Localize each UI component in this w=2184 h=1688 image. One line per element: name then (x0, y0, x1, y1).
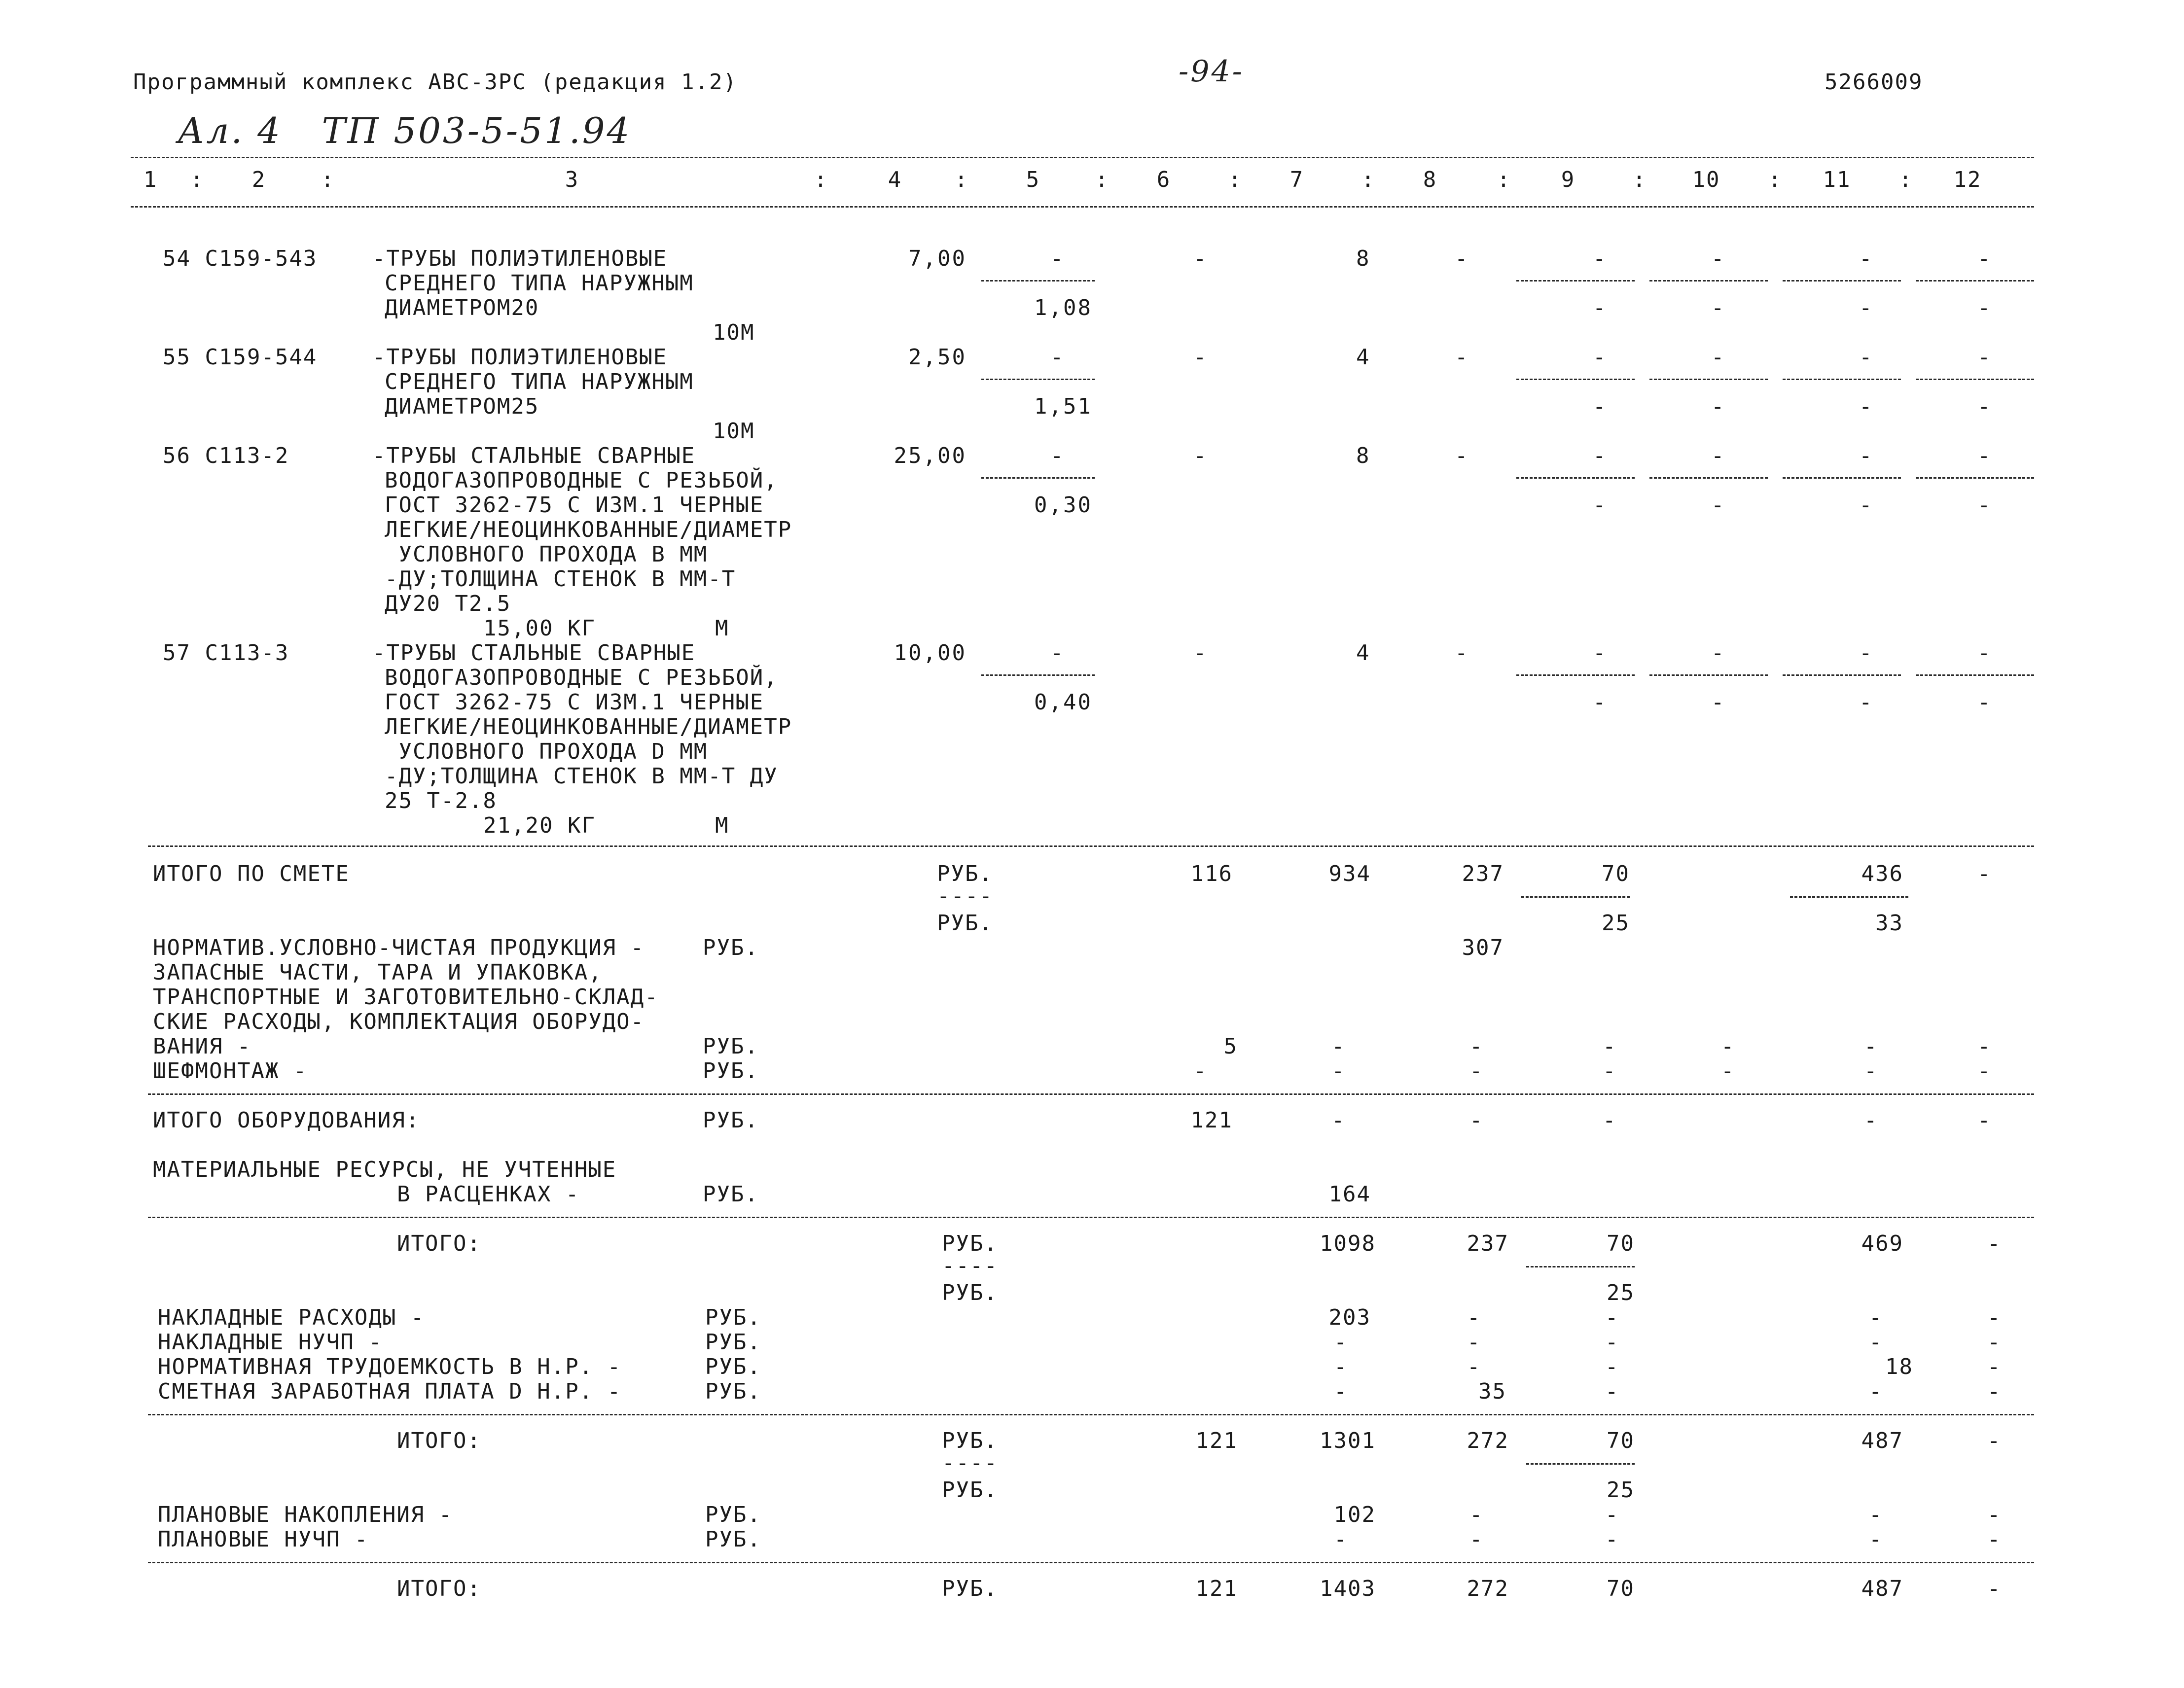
row-description-line: СРЕДНЕГО ТИПА НАРУЖНЫМ (385, 369, 694, 394)
value-c12a: - (1977, 640, 1992, 666)
overhead-line-col11: - (1869, 1379, 1883, 1404)
col9-12-divider (1783, 280, 1901, 281)
row-description-line: -ТРУБЫ СТАЛЬНЫЕ СВАРНЫЕ (372, 640, 696, 666)
subtotal-1-currency-dash: ---- (942, 1253, 998, 1278)
overhead-line-label: НОРМАТИВНАЯ ТРУДОЕМКОСТЬ В Н.Р. - (158, 1354, 622, 1379)
value-col5-top: - (1050, 246, 1065, 271)
value-c11a: - (1859, 443, 1873, 468)
norm-col8: 307 (1462, 935, 1504, 960)
row-description-line: -ТРУБЫ ПОЛИЭТИЛЕНОВЫЕ (372, 345, 668, 370)
row-description-line: ДИАМЕТРОМ25 (385, 394, 539, 419)
overhead-line-col12: - (1987, 1354, 2002, 1379)
column-separator: : (1898, 167, 1913, 192)
column-number-3: 3 (565, 167, 579, 192)
grand-total-col12: - (1987, 1576, 2002, 1601)
subtotal-1-col9: 70 (1607, 1231, 1635, 1256)
col9-12-divider (1516, 674, 1635, 676)
planned-line-col8: - (1469, 1502, 1484, 1527)
grand-total-col7: 1403 (1320, 1576, 1376, 1601)
overhead-line-col11: - (1869, 1305, 1883, 1330)
value-col5-bottom: 1,51 (1034, 394, 1092, 419)
value-c10b: - (1711, 690, 1725, 715)
subtotal-2-currency-dash: ---- (942, 1450, 998, 1476)
value-col7: 4 (1356, 640, 1370, 666)
program-title: Программный комплекс АВС-3РС (редакция 1.2) (133, 70, 738, 95)
supervision-c12: - (1977, 1058, 1992, 1084)
supervision-c8: - (1469, 1058, 1484, 1084)
rule-before-grand-total (148, 1562, 2034, 1563)
subtotal-2-col6: 121 (1195, 1428, 1238, 1453)
value-col8: - (1455, 345, 1469, 370)
value-col5-bottom: 1,08 (1034, 295, 1092, 320)
spare-parts-c9: - (1603, 1034, 1617, 1059)
spare-parts-c7: - (1331, 1034, 1346, 1059)
subtotal-1-currency: РУБ. (942, 1231, 998, 1256)
spare-parts-c12: - (1977, 1034, 1992, 1059)
equipment-total-col6: 121 (1190, 1108, 1233, 1133)
grand-total-col6: 121 (1195, 1576, 1238, 1601)
value-c12b: - (1977, 295, 1992, 320)
value-col5-bottom: 0,30 (1034, 492, 1092, 518)
subtotal-2-label: ИТОГО: (397, 1428, 481, 1453)
rule-before-equipment-total (148, 1093, 2034, 1095)
col5-divider (981, 280, 1095, 281)
row-code: 56 С113-2 (163, 443, 289, 468)
planned-line-col7: - (1334, 1527, 1348, 1552)
grand-total-label: ИТОГО: (397, 1576, 481, 1601)
row-description-line: -ТРУБЫ СТАЛЬНЫЕ СВАРНЫЕ (372, 443, 696, 468)
value-col8: - (1455, 443, 1469, 468)
spare-parts-c11: - (1864, 1034, 1878, 1059)
grand-total-col11: 487 (1861, 1576, 1903, 1601)
row-description-line: ГОСТ 3262-75 С ИЗМ.1 ЧЕРНЫЕ (385, 492, 764, 518)
row-code: 55 С159-544 (163, 345, 318, 370)
planned-line-currency: РУБ. (705, 1502, 761, 1527)
subtotal-1-col8: 237 (1467, 1231, 1509, 1256)
norm-currency: РУБ. (703, 935, 759, 960)
overhead-line-col7: - (1334, 1354, 1348, 1379)
grand-total-currency: РУБ. (942, 1576, 998, 1601)
equipment-total-currency: РУБ. (703, 1108, 759, 1133)
value-c11a: - (1859, 246, 1873, 271)
value-col4: 10,00 (894, 640, 967, 666)
column-number-7: 7 (1289, 167, 1304, 192)
value-c9a: - (1593, 345, 1607, 370)
value-c12a: - (1977, 345, 1992, 370)
supervision-currency: РУБ. (703, 1058, 759, 1084)
value-c11b: - (1859, 492, 1873, 518)
column-number-12: 12 (1953, 167, 1982, 192)
col5-divider (981, 477, 1095, 479)
subtotal-2-currency-2: РУБ. (942, 1477, 998, 1503)
value-col6: - (1193, 640, 1208, 666)
spare-parts-c8: - (1469, 1034, 1484, 1059)
planned-line-col12: - (1987, 1502, 2002, 1527)
supervision-c9: - (1603, 1058, 1617, 1084)
overhead-line-col8: - (1467, 1305, 1481, 1330)
overhead-line-currency: РУБ. (705, 1305, 761, 1330)
supervision-c6: - (1193, 1058, 1208, 1084)
column-number-8: 8 (1423, 167, 1437, 192)
value-col7: 8 (1356, 443, 1370, 468)
value-c11a: - (1859, 345, 1873, 370)
overhead-line-col11: - (1869, 1330, 1883, 1355)
column-number-4: 4 (888, 167, 902, 192)
column-number-11: 11 (1823, 167, 1851, 192)
subtotal-2-col11: 487 (1861, 1428, 1903, 1453)
value-c12a: - (1977, 443, 1992, 468)
row-unit: 10М (713, 419, 755, 444)
row-code: 57 С113-3 (163, 640, 289, 666)
value-c9b: - (1593, 295, 1607, 320)
spare-parts-col6: 5 (1223, 1034, 1238, 1059)
overhead-line-col9: - (1605, 1330, 1619, 1355)
document-code: 5266009 (1825, 70, 1923, 95)
overhead-line-label: СМЕТНАЯ ЗАРАБОТНАЯ ПЛАТА D Н.Р. - (158, 1379, 622, 1404)
value-c9b: - (1593, 690, 1607, 715)
subtotal-2-col8: 272 (1467, 1428, 1509, 1453)
row-description-line: -ТРУБЫ ПОЛИЭТИЛЕНОВЫЕ (372, 246, 668, 271)
column-number-5: 5 (1026, 167, 1040, 192)
column-separator: : (1497, 167, 1511, 192)
value-c11b: - (1859, 394, 1873, 419)
value-col5-top: - (1050, 443, 1065, 468)
overhead-line-col8: - (1467, 1354, 1481, 1379)
grand-total-col8: 272 (1467, 1576, 1509, 1601)
row-description-line: -ДУ;ТОЛЩИНА СТЕНОК В ММ-Т (385, 566, 736, 592)
col5-divider (981, 379, 1095, 380)
subtotal-2-col7: 1301 (1320, 1428, 1376, 1453)
planned-line-col8: - (1469, 1527, 1484, 1552)
column-number-10: 10 (1692, 167, 1720, 192)
subtotal-2-col9b: 25 (1607, 1477, 1635, 1503)
col9-12-divider (1516, 379, 1635, 380)
value-col5-bottom: 0,40 (1034, 690, 1092, 715)
subtotal-1-col12: - (1987, 1231, 2002, 1256)
overhead-line-col7: - (1334, 1379, 1348, 1404)
value-c10a: - (1711, 345, 1725, 370)
value-col8: - (1455, 640, 1469, 666)
overhead-line-col9: - (1605, 1305, 1619, 1330)
materials-label-2: В РАСЦЕНКАХ - (397, 1182, 580, 1207)
column-number-6: 6 (1156, 167, 1171, 192)
album-reference: Ал. 4 ТП 503-5-51.94 (178, 110, 632, 151)
album-underline (131, 157, 2034, 158)
subtotal-2-currency: РУБ. (942, 1428, 998, 1453)
total-estimate-col9: 70 (1602, 861, 1630, 886)
row-description-line: 25 Т-2.8 (385, 788, 497, 813)
row-unit: 10М (713, 320, 755, 345)
overhead-line-currency: РУБ. (705, 1330, 761, 1355)
value-col5-top: - (1050, 345, 1065, 370)
equipment-total-label: ИТОГО ОБОРУДОВАНИЯ: (153, 1108, 420, 1133)
overhead-line-col12: - (1987, 1330, 2002, 1355)
col9-12-divider (1916, 379, 2034, 380)
value-c12b: - (1977, 690, 1992, 715)
overhead-line-col8: 35 (1478, 1379, 1506, 1404)
column-separator: : (1228, 167, 1243, 192)
total-estimate-col7: 934 (1328, 861, 1371, 886)
value-col7: 4 (1356, 345, 1370, 370)
value-col8: - (1455, 246, 1469, 271)
value-c12b: - (1977, 394, 1992, 419)
subtotal-1-currency-2: РУБ. (942, 1280, 998, 1305)
row-weight: 21,20 КГ (483, 813, 596, 838)
col9-12-divider (1916, 280, 2034, 281)
row-description-line: ВОДОГАЗОПРОВОДНЫЕ С РЕЗЬБОЙ, (385, 665, 778, 690)
value-c9a: - (1593, 443, 1607, 468)
subtotal-1-col7: 1098 (1320, 1231, 1376, 1256)
column-separator: : (1361, 167, 1376, 192)
total-estimate-currency: РУБ. (937, 861, 993, 886)
row-unit: М (715, 813, 729, 838)
total-estimate-label: ИТОГО ПО СМЕТЕ (153, 861, 350, 886)
value-c10b: - (1711, 295, 1725, 320)
materials-col7: 164 (1328, 1182, 1371, 1207)
row-description-line: ВОДОГАЗОПРОВОДНЫЕ С РЕЗЬБОЙ, (385, 468, 778, 493)
supervision-c11: - (1864, 1058, 1878, 1084)
overhead-line-label: НАКЛАДНЫЕ РАСХОДЫ - (158, 1305, 425, 1330)
planned-line-col12: - (1987, 1527, 2002, 1552)
overhead-line-col9: - (1605, 1379, 1619, 1404)
total-estimate-currency-dash: ---- (937, 883, 993, 909)
col9-12-divider (1516, 477, 1635, 479)
spare-parts-c10: - (1721, 1034, 1735, 1059)
grand-total-col9: 70 (1607, 1576, 1635, 1601)
total-estimate-col9b: 25 (1602, 911, 1630, 936)
column-separator: : (1095, 167, 1110, 192)
value-c10b: - (1711, 492, 1725, 518)
spare-parts-currency: РУБ. (703, 1034, 759, 1059)
spare-parts-line: ТРАНСПОРТНЫЕ И ЗАГОТОВИТЕЛЬНО-СКЛАД- (153, 985, 659, 1010)
equipment-total-c8: - (1469, 1108, 1484, 1133)
column-separator: : (814, 167, 828, 192)
equipment-total-c12: - (1977, 1108, 1992, 1133)
subtotal-2-col12: - (1987, 1428, 2002, 1453)
rule-before-subtotal-2 (148, 1414, 2034, 1415)
total-estimate-col12: - (1977, 861, 1992, 886)
value-col4: 2,50 (908, 345, 967, 370)
overhead-line-col12: - (1987, 1379, 2002, 1404)
spare-parts-line: СКИЕ РАСХОДЫ, КОМПЛЕКТАЦИЯ ОБОРУДО- (153, 1009, 645, 1034)
subtotal-1-col9-divider (1526, 1266, 1635, 1267)
rule-before-totals (148, 845, 2034, 847)
supervision-c10: - (1721, 1058, 1735, 1084)
value-col4: 25,00 (894, 443, 967, 468)
total-estimate-col11b: 33 (1875, 911, 1903, 936)
value-c9a: - (1593, 246, 1607, 271)
overhead-line-col7: 203 (1328, 1305, 1371, 1330)
materials-label-1: МАТЕРИАЛЬНЫЕ РЕСУРСЫ, НЕ УЧТЕННЫЕ (153, 1157, 617, 1182)
col9-12-divider (1916, 477, 2034, 479)
subtotal-1-label: ИТОГО: (397, 1231, 481, 1256)
value-col6: - (1193, 246, 1208, 271)
row-description-line: ЛЕГКИЕ/НЕОЦИНКОВАННЫЕ/ДИАМЕТР (385, 714, 792, 739)
rule-before-subtotal-1 (148, 1217, 2034, 1218)
equipment-total-c7: - (1331, 1108, 1346, 1133)
value-c9a: - (1593, 640, 1607, 666)
header-rule (131, 206, 2034, 208)
value-c11b: - (1859, 295, 1873, 320)
planned-line-currency: РУБ. (705, 1527, 761, 1552)
col9-12-divider (1783, 379, 1901, 380)
value-col4: 7,00 (908, 246, 967, 271)
subtotal-2-col9-divider (1526, 1463, 1635, 1465)
value-col6: - (1193, 345, 1208, 370)
planned-line-col11: - (1869, 1502, 1883, 1527)
planned-line-label: ПЛАНОВЫЕ НАКОПЛЕНИЯ - (158, 1502, 453, 1527)
value-c9b: - (1593, 394, 1607, 419)
row-description-line: УСЛОВНОГО ПРОХОДА В ММ (385, 542, 708, 567)
overhead-line-col8: - (1467, 1330, 1481, 1355)
column-separator: : (1768, 167, 1783, 192)
overhead-line-col9: - (1605, 1354, 1619, 1379)
col9-12-divider (1649, 477, 1768, 479)
subtotal-2-col9: 70 (1607, 1428, 1635, 1453)
row-code: 54 С159-543 (163, 246, 318, 271)
value-c12b: - (1977, 492, 1992, 518)
supervision-c7: - (1331, 1058, 1346, 1084)
value-col6: - (1193, 443, 1208, 468)
value-c9b: - (1593, 492, 1607, 518)
row-description-line: ГОСТ 3262-75 С ИЗМ.1 ЧЕРНЫЕ (385, 690, 764, 715)
col9-12-divider (1516, 280, 1635, 281)
total-estimate-currency-2: РУБ. (937, 911, 993, 936)
planned-line-label: ПЛАНОВЫЕ НУЧП - (158, 1527, 369, 1552)
norm-label: НОРМАТИВ.УСЛОВНО-ЧИСТАЯ ПРОДУКЦИЯ - (153, 935, 645, 960)
overhead-line-col11: 18 (1885, 1354, 1913, 1379)
column-number-9: 9 (1561, 167, 1575, 192)
equipment-total-c9: - (1603, 1108, 1617, 1133)
row-description-line: УСЛОВНОГО ПРОХОДА D ММ (385, 739, 708, 764)
col9-12-divider (1649, 674, 1768, 676)
planned-line-col9: - (1605, 1527, 1619, 1552)
value-c10a: - (1711, 640, 1725, 666)
col9-divider (1521, 896, 1630, 898)
planned-line-col11: - (1869, 1527, 1883, 1552)
page-number: -94- (1179, 54, 1244, 89)
total-estimate-col8: 237 (1462, 861, 1504, 886)
value-c11a: - (1859, 640, 1873, 666)
row-description-line: ДУ20 Т2.5 (385, 591, 511, 616)
spare-parts-line: ЗАПАСНЫЕ ЧАСТИ, ТАРА И УПАКОВКА, (153, 960, 603, 985)
planned-line-col7: 102 (1333, 1502, 1376, 1527)
spare-parts-line: ВАНИЯ - (153, 1034, 251, 1059)
overhead-line-col7: - (1334, 1330, 1348, 1355)
overhead-line-currency: РУБ. (705, 1379, 761, 1404)
col9-12-divider (1783, 674, 1901, 676)
column-number-1: 1 (143, 167, 158, 192)
col9-12-divider (1649, 379, 1768, 380)
row-description-line: ДИАМЕТРОМ20 (385, 295, 539, 320)
value-c11b: - (1859, 690, 1873, 715)
row-unit: М (715, 616, 729, 641)
row-weight: 15,00 КГ (483, 616, 596, 641)
overhead-line-label: НАКЛАДНЫЕ НУЧП - (158, 1330, 383, 1355)
value-col7: 8 (1356, 246, 1370, 271)
column-separator: : (1632, 167, 1647, 192)
value-c10b: - (1711, 394, 1725, 419)
value-col5-top: - (1050, 640, 1065, 666)
column-separator: : (190, 167, 205, 192)
row-description-line: ЛЕГКИЕ/НЕОЦИНКОВАННЫЕ/ДИАМЕТР (385, 517, 792, 542)
value-c10a: - (1711, 443, 1725, 468)
value-c12a: - (1977, 246, 1992, 271)
total-estimate-col11: 436 (1861, 861, 1903, 886)
col11-divider (1790, 896, 1908, 898)
subtotal-1-col11: 469 (1861, 1231, 1903, 1256)
row-description-line: -ДУ;ТОЛЩИНА СТЕНОК В ММ-Т ДУ (385, 764, 778, 789)
row-description-line: СРЕДНЕГО ТИПА НАРУЖНЫМ (385, 271, 694, 296)
planned-line-col9: - (1605, 1502, 1619, 1527)
column-number-2: 2 (251, 167, 266, 192)
col9-12-divider (1783, 477, 1901, 479)
overhead-line-col12: - (1987, 1305, 2002, 1330)
column-separator: : (321, 167, 335, 192)
equipment-total-c11: - (1864, 1108, 1878, 1133)
col5-divider (981, 674, 1095, 676)
materials-currency: РУБ. (703, 1182, 759, 1207)
value-c10a: - (1711, 246, 1725, 271)
subtotal-1-col9b: 25 (1607, 1280, 1635, 1305)
overhead-line-currency: РУБ. (705, 1354, 761, 1379)
total-estimate-col6: 116 (1190, 861, 1233, 886)
col9-12-divider (1649, 280, 1768, 281)
column-separator: : (954, 167, 969, 192)
col9-12-divider (1916, 674, 2034, 676)
supervision-label: ШЕФМОНТАЖ - (153, 1058, 308, 1084)
